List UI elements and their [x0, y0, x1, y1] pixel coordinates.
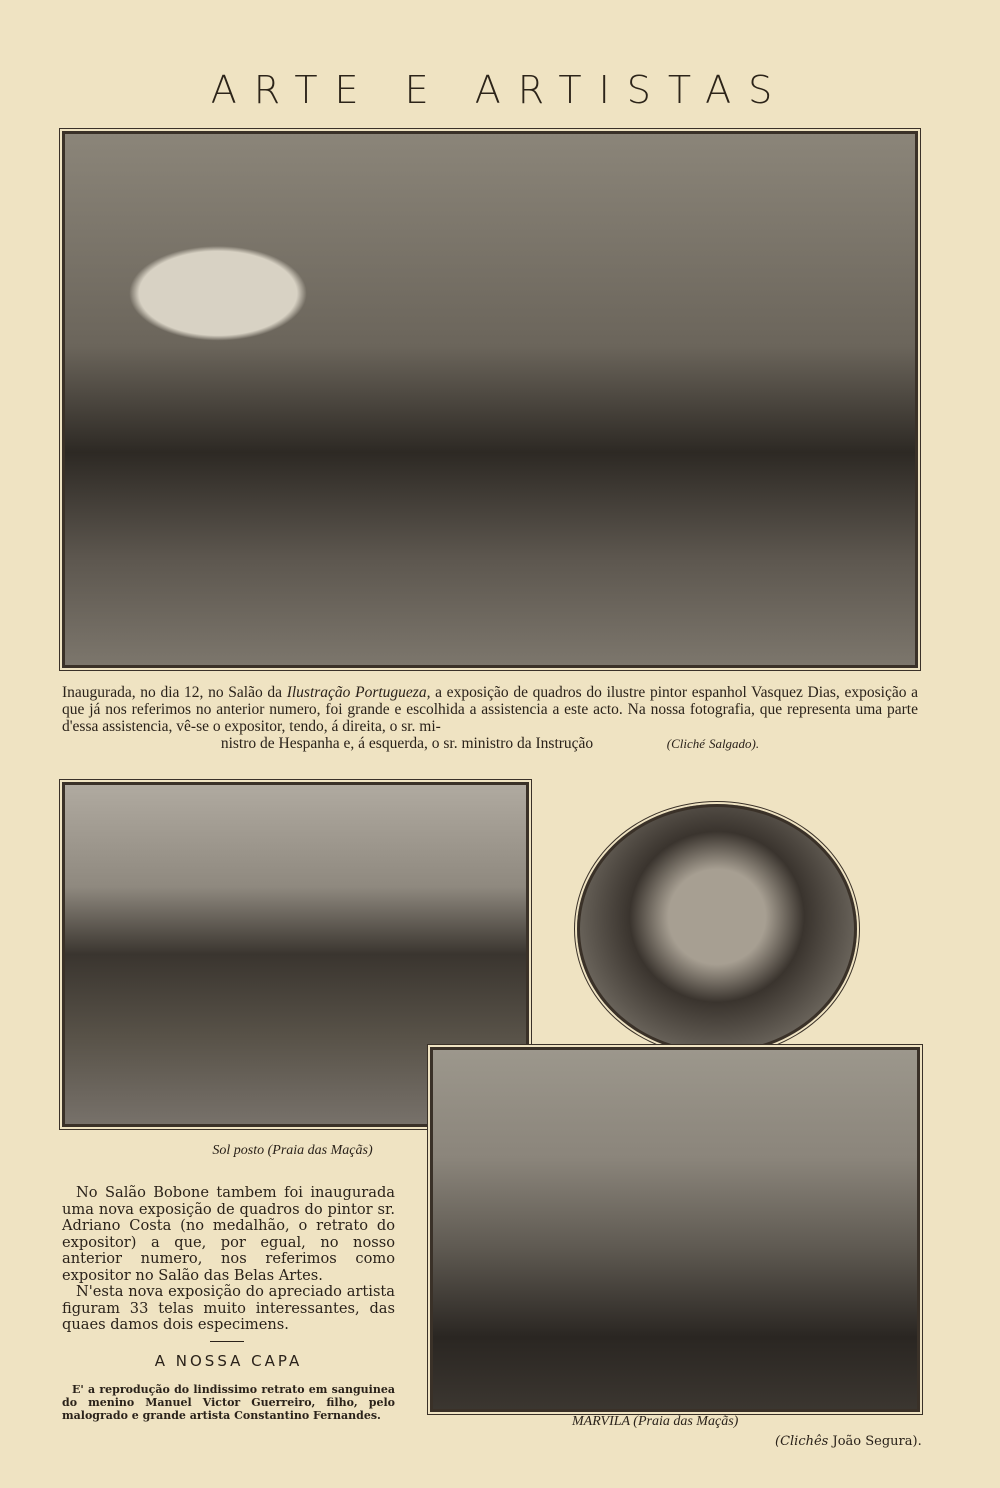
pines-painting-caption: Sol posto (Praia das Maçãs)	[212, 1143, 373, 1158]
capa-heading: A NOSSA CAPA	[154, 1352, 303, 1370]
main-photo-caption	[62, 684, 918, 752]
section-divider	[210, 1341, 244, 1342]
artist-portrait-medallion	[577, 804, 857, 1054]
article-paragraph: N'esta nova exposição do apreciado artista figuram 33 telas muito interessantes, das quaes damos dois especimens.	[62, 1283, 395, 1333]
caption-last-line: nistro de Hespanha e, á esquerda, o sr. ministro da Instrução	[220, 735, 594, 752]
seascape-painting-image	[430, 1047, 920, 1412]
caption-text: Inaugurada, no dia 12, no Salão da	[62, 684, 287, 701]
caption-publication-name: Ilustração Portugueza,	[286, 684, 431, 701]
credit-name: João Segura).	[832, 1434, 922, 1449]
capa-text: E' a reprodução do lindissimo retrato em sanguinea do menino Manuel Victor Guerreiro, filho, pelo malogrado e grande artista Constantino Fernandes.	[62, 1383, 395, 1422]
photo-credit-label: (Cliché	[666, 736, 706, 751]
seascape-caption: MARVILA (Praia das Maçãs)	[572, 1414, 739, 1429]
photo-credit-name: Salgado).	[708, 736, 760, 751]
article-paragraph: No Salão Bobone tambem foi inaugurada uma nova exposição de quadros do pintor sr. Adriano Costa (no medalhão, o retrato do expositor) a que, por egual, no nosso anterior numero, nos referimos como expositor no Salão das Belas Artes.	[62, 1184, 395, 1284]
credit-label: (Clichês	[775, 1434, 829, 1449]
page-title: ARTE E ARTISTAS	[210, 68, 790, 112]
caption-text-cont: a exposição de quadros do ilustre pintor espanhol Vasquez Dias, exposição a que já nos referimos no anterior numero, foi grande e escolhida a assistencia a este acto. Na nossa fotografia, que representa uma parte d'essa assistencia, vê-se o expositor, tendo, á direita, o sr. mi-	[62, 684, 919, 735]
seascape-credit	[775, 1434, 922, 1449]
exhibition-opening-photo	[62, 131, 918, 668]
article-body	[62, 1185, 395, 1334]
